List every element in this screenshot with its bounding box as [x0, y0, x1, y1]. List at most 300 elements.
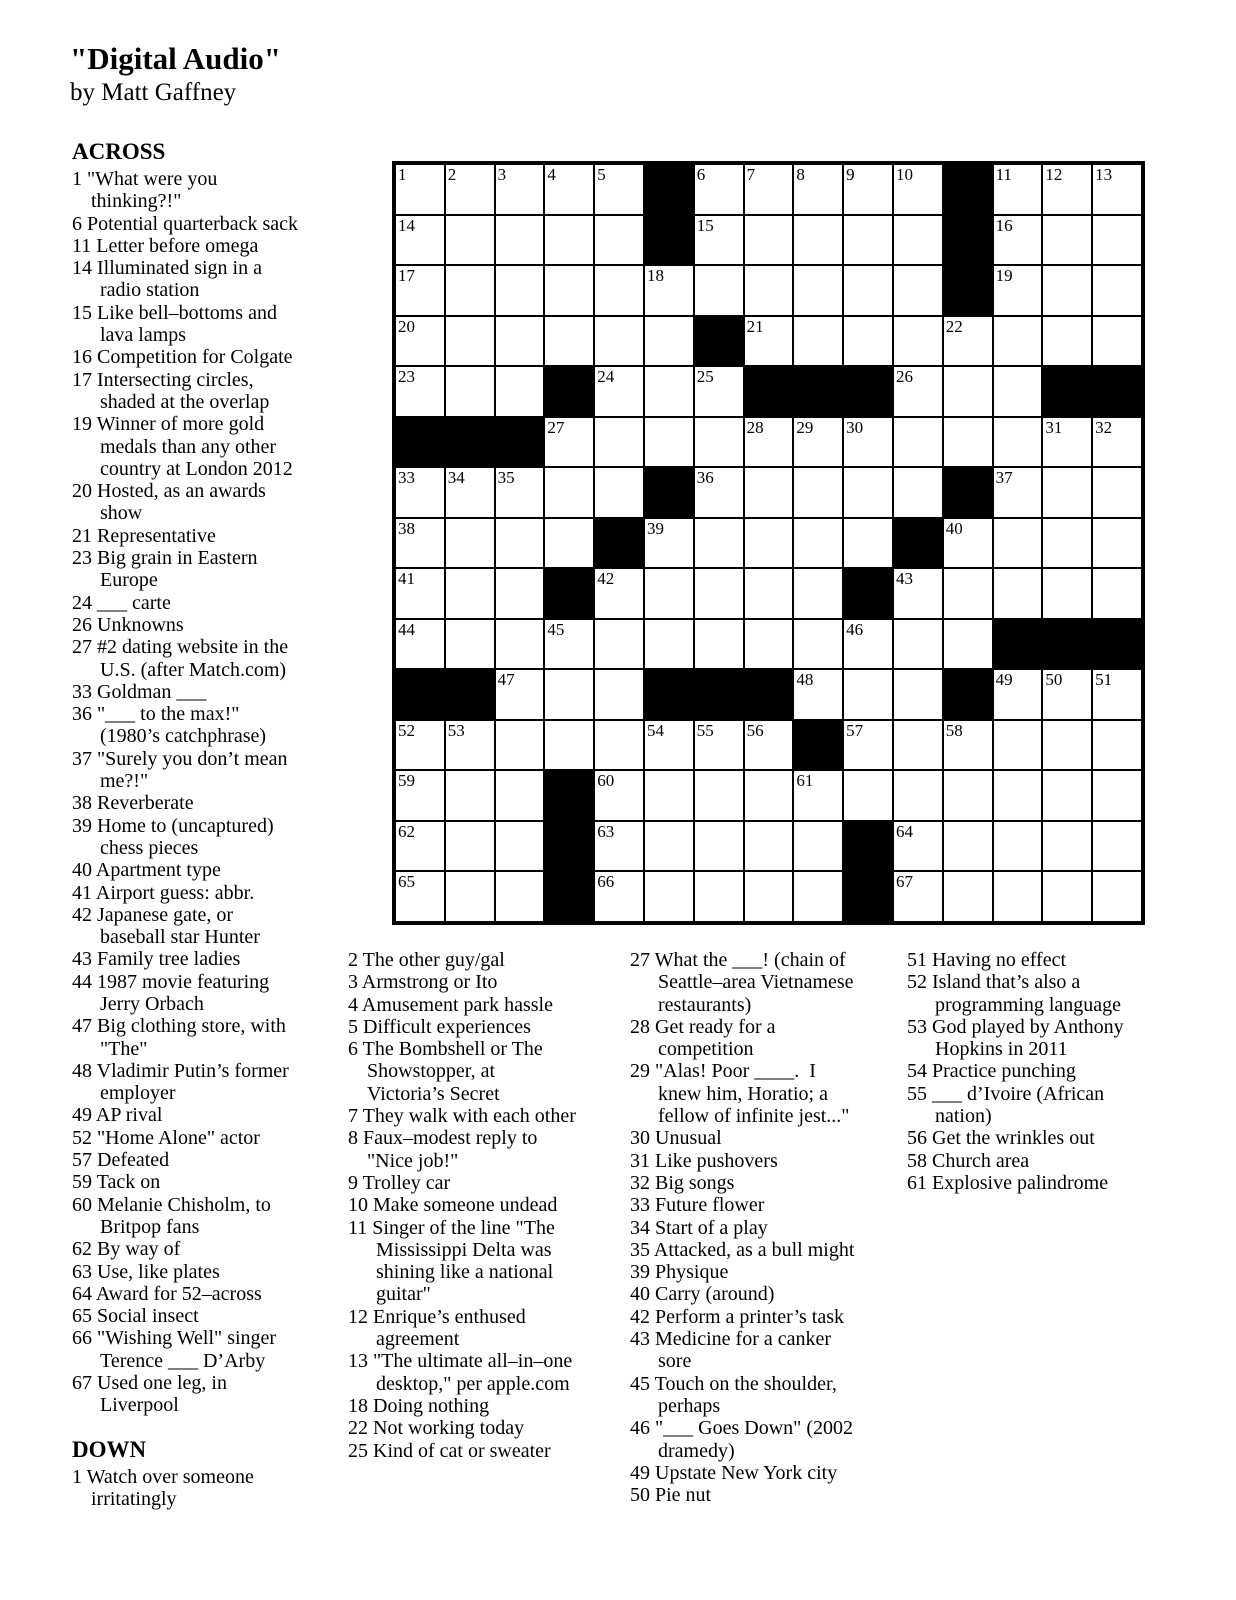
- grid-cell-r8c12[interactable]: [944, 519, 992, 568]
- down-clue-33: [630, 1194, 892, 1216]
- down-clue-9-text: 9 Trolley car: [348, 1171, 451, 1194]
- grid-cell-r7c10[interactable]: [844, 468, 892, 517]
- grid-cell-r12c8[interactable]: [745, 721, 793, 770]
- grid-cell-r7c3[interactable]: [496, 468, 544, 517]
- grid-cell-r10c7[interactable]: [695, 620, 743, 669]
- down-clue-22-text: 22 Not working today: [348, 1417, 525, 1440]
- grid-cell-r8c11-black: [894, 519, 942, 568]
- cell-number-9: 9: [846, 165, 855, 184]
- grid-cell-r8c4[interactable]: [545, 519, 593, 568]
- across-clue-65-text: 65 Social insect: [72, 1305, 199, 1328]
- down-header: DOWN: [72, 1436, 147, 1462]
- grid-cell-r1c11[interactable]: [894, 165, 942, 214]
- grid-cell-r12c15[interactable]: [1093, 721, 1141, 770]
- cell-number-59: 59: [398, 771, 415, 790]
- grid-cell-r3c14[interactable]: [1043, 266, 1091, 315]
- grid-cell-r10c2[interactable]: [446, 620, 494, 669]
- down-clue-27-cont: Seattle–area Vietnamese: [658, 971, 854, 994]
- grid-cell-r10c4[interactable]: [545, 620, 593, 669]
- grid-cell-r1c1[interactable]: [396, 165, 444, 214]
- grid-cell-r8c6[interactable]: [645, 519, 693, 568]
- across-clue-6-text: 6 Potential quarterback sack: [72, 212, 299, 235]
- grid-cell-r3c7[interactable]: [695, 266, 743, 315]
- grid-cell-r10c11[interactable]: [894, 620, 942, 669]
- grid-cell-r7c6-black: [645, 468, 693, 517]
- grid-cell-r6c1-black: [396, 418, 444, 467]
- grid-cell-r8c2[interactable]: [446, 519, 494, 568]
- grid-cell-r1c9[interactable]: [794, 165, 842, 214]
- grid-cell-r12c6[interactable]: [645, 721, 693, 770]
- grid-cell-r12c14[interactable]: [1043, 721, 1091, 770]
- grid-cell-r8c5-black: [595, 519, 643, 568]
- grid-cell-r13c6[interactable]: [645, 771, 693, 820]
- grid-cell-r10c12[interactable]: [944, 620, 992, 669]
- grid-cell-r10c6[interactable]: [645, 620, 693, 669]
- grid-cell-r5c5[interactable]: [595, 367, 643, 416]
- grid-cell-r4c13[interactable]: [994, 317, 1042, 366]
- grid-cell-r8c10[interactable]: [844, 519, 892, 568]
- grid-cell-r11c9[interactable]: [794, 670, 842, 719]
- cell-number-51: 51: [1095, 670, 1113, 689]
- grid-cell-r6c13[interactable]: [994, 418, 1042, 467]
- cell-number-35: 35: [497, 468, 515, 487]
- puzzle-byline: by Matt Gaffney: [70, 79, 237, 106]
- across-clue-63-text: 63 Use, like plates: [72, 1260, 220, 1283]
- grid-cell-r15c14[interactable]: [1043, 872, 1091, 921]
- cell-number-43: 43: [895, 569, 913, 588]
- grid-cell-r14c11[interactable]: [894, 822, 942, 871]
- grid-cell-r15c7[interactable]: [695, 872, 743, 921]
- down-clue-46-text: 46 "___ Goes Down" (2002: [630, 1417, 853, 1440]
- grid-cell-r14c7[interactable]: [695, 822, 743, 871]
- grid-cell-r1c13[interactable]: [994, 165, 1042, 214]
- cell-number-41: 41: [398, 569, 415, 588]
- grid-cell-r15c3[interactable]: [496, 872, 544, 921]
- grid-cell-r14c14[interactable]: [1043, 822, 1091, 871]
- grid-cell-r8c15[interactable]: [1093, 519, 1141, 568]
- grid-cell-r4c11[interactable]: [894, 317, 942, 366]
- cell-number-49: 49: [995, 670, 1013, 689]
- grid-cell-r12c3[interactable]: [496, 721, 544, 770]
- down-clue-43-cont: sore: [658, 1350, 692, 1373]
- grid-cell-r15c9[interactable]: [794, 872, 842, 921]
- grid-cell-r1c15[interactable]: [1093, 165, 1141, 214]
- down-clue-18-text: 18 Doing nothing: [348, 1394, 490, 1417]
- down-clues-column-2: [348, 946, 614, 1462]
- grid-cell-r3c9[interactable]: [794, 266, 842, 315]
- grid-cell-r6c8[interactable]: [745, 418, 793, 467]
- grid-cell-r11c13[interactable]: [994, 670, 1042, 719]
- grid-cell-r12c7[interactable]: [695, 721, 743, 770]
- cell-number-15: 15: [696, 215, 714, 235]
- grid-cell-r5c13[interactable]: [994, 367, 1042, 416]
- grid-cell-r13c4-black: [545, 771, 593, 820]
- grid-cell-r6c14[interactable]: [1043, 418, 1091, 467]
- cell-number-24: 24: [597, 367, 615, 386]
- down-clue-40: [630, 1283, 892, 1305]
- grid-cell-r14c15[interactable]: [1093, 822, 1141, 871]
- grid-cell-r13c1[interactable]: [396, 771, 444, 820]
- grid-cell-r3c6[interactable]: [645, 266, 693, 315]
- grid-cell-r11c10[interactable]: [844, 670, 892, 719]
- grid-cell-r7c14[interactable]: [1043, 468, 1091, 517]
- grid-cell-r9c15[interactable]: [1093, 569, 1141, 618]
- grid-cell-r13c7[interactable]: [695, 771, 743, 820]
- grid-cell-r5c12[interactable]: [944, 367, 992, 416]
- grid-cell-r13c13[interactable]: [994, 771, 1042, 820]
- grid-cell-r6c11[interactable]: [894, 418, 942, 467]
- grid-cell-r12c4[interactable]: [545, 721, 593, 770]
- grid-cell-r6c12[interactable]: [944, 418, 992, 467]
- across-clue-11-text: 11 Letter before omega: [72, 234, 259, 257]
- across-clue-17: [72, 369, 338, 414]
- grid-cell-r11c2-black: [446, 670, 494, 719]
- grid-cell-r5c11[interactable]: [894, 367, 942, 416]
- cell-number-10: 10: [895, 165, 913, 184]
- across-clue-14-cont: radio station: [100, 279, 200, 302]
- cell-number-23: 23: [398, 367, 415, 386]
- grid-cell-r5c8-black: [745, 367, 793, 416]
- grid-cell-r2c2[interactable]: [446, 216, 494, 265]
- across-clue-44-cont: Jerry Orbach: [100, 992, 204, 1015]
- grid-cell-r2c7[interactable]: [695, 216, 743, 265]
- grid-cell-r2c11[interactable]: [894, 216, 942, 265]
- down-clue-25-text: 25 Kind of cat or sweater: [348, 1439, 551, 1462]
- grid-cell-r15c11[interactable]: [894, 872, 942, 921]
- grid-cell-r4c1[interactable]: [396, 317, 444, 366]
- grid-cell-r4c14[interactable]: [1043, 317, 1091, 366]
- grid-cell-r8c3[interactable]: [496, 519, 544, 568]
- grid-cell-r9c2[interactable]: [446, 569, 494, 618]
- across-clue-43: [72, 948, 338, 970]
- grid-cell-r14c6[interactable]: [645, 822, 693, 871]
- grid-cell-r12c5[interactable]: [595, 721, 643, 770]
- across-clue-19-cont: medals than any other: [100, 435, 277, 458]
- across-clue-27-text: 27 #2 dating website in the: [72, 636, 289, 659]
- grid-cell-r10c10[interactable]: [844, 620, 892, 669]
- grid-cell-r9c6[interactable]: [645, 569, 693, 618]
- grid-cell-r8c1[interactable]: [396, 519, 444, 568]
- grid-cell-r11c3[interactable]: [496, 670, 544, 719]
- down-clue-1-cont: irritatingly: [91, 1487, 177, 1510]
- grid-cell-r7c11[interactable]: [894, 468, 942, 517]
- grid-cell-r11c4[interactable]: [545, 670, 593, 719]
- grid-cell-r3c10[interactable]: [844, 266, 892, 315]
- across-clue-14-text: 14 Illuminated sign in a: [72, 257, 262, 280]
- grid-cell-r15c8[interactable]: [745, 872, 793, 921]
- grid-cell-r5c9-black: [794, 367, 842, 416]
- across-clue-15-text: 15 Like bell–bottoms and: [72, 301, 277, 324]
- across-clue-list: [72, 168, 338, 1417]
- down-clue-12-text: 12 Enrique’s enthused: [348, 1305, 526, 1328]
- down-clue-11-cont: guitar": [376, 1283, 431, 1306]
- across-clue-6: [72, 213, 338, 235]
- grid-cell-r7c5[interactable]: [595, 468, 643, 517]
- grid-cell-r7c1[interactable]: [396, 468, 444, 517]
- grid-cell-r7c8[interactable]: [745, 468, 793, 517]
- grid-cell-r1c2[interactable]: [446, 165, 494, 214]
- grid-cell-r4c3[interactable]: [496, 317, 544, 366]
- grid-cell-r15c12[interactable]: [944, 872, 992, 921]
- grid-cell-r4c5[interactable]: [595, 317, 643, 366]
- grid-cell-r10c8[interactable]: [745, 620, 793, 669]
- grid-cell-r9c13[interactable]: [994, 569, 1042, 618]
- grid-cell-r5c6[interactable]: [645, 367, 693, 416]
- grid-cell-r1c14[interactable]: [1043, 165, 1091, 214]
- grid-cell-r10c5[interactable]: [595, 620, 643, 669]
- grid-cell-r4c12[interactable]: [944, 317, 992, 366]
- down-clue-51-text: 51 Having no effect: [907, 949, 1067, 971]
- grid-cell-r15c15[interactable]: [1093, 872, 1141, 921]
- grid-cell-r1c7[interactable]: [695, 165, 743, 214]
- grid-cell-r2c10[interactable]: [844, 216, 892, 265]
- grid-cell-r9c12[interactable]: [944, 569, 992, 618]
- grid-cell-r15c13[interactable]: [994, 872, 1042, 921]
- grid-cell-r4c2[interactable]: [446, 317, 494, 366]
- grid-cell-r3c11[interactable]: [894, 266, 942, 315]
- grid-cell-r2c8[interactable]: [745, 216, 793, 265]
- grid-cell-r6c9[interactable]: [794, 418, 842, 467]
- down-clue-54: [907, 1060, 1165, 1082]
- grid-cell-r9c9[interactable]: [794, 569, 842, 618]
- down-clue-27-text: 27 What the ___! (chain of: [630, 949, 846, 971]
- grid-cell-r5c10-black: [844, 367, 892, 416]
- grid-cell-r14c8[interactable]: [745, 822, 793, 871]
- grid-cell-r4c10[interactable]: [844, 317, 892, 366]
- grid-cell-r13c15[interactable]: [1093, 771, 1141, 820]
- grid-cell-r4c9[interactable]: [794, 317, 842, 366]
- grid-cell-r11c5[interactable]: [595, 670, 643, 719]
- grid-cell-r11c11[interactable]: [894, 670, 942, 719]
- grid-cell-r3c8[interactable]: [745, 266, 793, 315]
- grid-cell-r11c7-black: [695, 670, 743, 719]
- grid-cell-r9c8[interactable]: [745, 569, 793, 618]
- across-clue-42-text: 42 Japanese gate, or: [72, 903, 234, 926]
- grid-cell-r13c9[interactable]: [794, 771, 842, 820]
- down-clue-30: [630, 1127, 892, 1149]
- cell-number-29: 29: [796, 417, 814, 437]
- down-clue-31: [630, 1150, 892, 1172]
- grid-cell-r14c2[interactable]: [446, 822, 494, 871]
- grid-cell-r6c6[interactable]: [645, 418, 693, 467]
- grid-cell-r7c7[interactable]: [695, 468, 743, 517]
- cell-number-4: 4: [547, 165, 556, 184]
- grid-cell-r8c13[interactable]: [994, 519, 1042, 568]
- down-clue-46-cont: dramedy): [658, 1439, 735, 1462]
- grid-cell-r3c3[interactable]: [496, 266, 544, 315]
- grid-cell-r12c1[interactable]: [396, 721, 444, 770]
- down-clue-61: [907, 1172, 1165, 1194]
- grid-cell-r9c7[interactable]: [695, 569, 743, 618]
- grid-cell-r10c9[interactable]: [794, 620, 842, 669]
- across-clue-66: [72, 1327, 338, 1372]
- cell-number-50: 50: [1045, 670, 1063, 689]
- grid-cell-r12c12[interactable]: [944, 721, 992, 770]
- grid-cell-r15c1[interactable]: [396, 872, 444, 921]
- across-clue-37-cont: me?!": [100, 770, 149, 793]
- grid-cell-r8c14[interactable]: [1043, 519, 1091, 568]
- grid-cell-r1c10[interactable]: [844, 165, 892, 214]
- down-clue-2-text: 2 The other guy/gal: [348, 949, 505, 971]
- grid-cell-r9c5[interactable]: [595, 569, 643, 618]
- grid-cell-r6c10[interactable]: [844, 418, 892, 467]
- grid-cell-r15c10-black: [844, 872, 892, 921]
- grid-cell-r15c5[interactable]: [595, 872, 643, 921]
- grid-cell-r3c1[interactable]: [396, 266, 444, 315]
- across-clue-26-text: 26 Unknowns: [72, 613, 184, 636]
- grid-cell-r6c4[interactable]: [545, 418, 593, 467]
- cell-number-66: 66: [597, 872, 615, 891]
- grid-cell-r3c15[interactable]: [1093, 266, 1141, 315]
- cell-number-27: 27: [547, 417, 565, 437]
- across-clue-67-cont: Liverpool: [100, 1394, 179, 1417]
- cell-number-22: 22: [945, 316, 963, 336]
- down-clue-31-text: 31 Like pushovers: [630, 1149, 778, 1172]
- grid-cell-r3c2[interactable]: [446, 266, 494, 315]
- down-clue-12-cont: agreement: [376, 1328, 460, 1351]
- grid-cell-r2c13[interactable]: [994, 216, 1042, 265]
- grid-cell-r13c3[interactable]: [496, 771, 544, 820]
- grid-cell-r6c15[interactable]: [1093, 418, 1141, 467]
- grid-cell-r6c5[interactable]: [595, 418, 643, 467]
- down-clue-32: [630, 1172, 892, 1194]
- down-clue-32-text: 32 Big songs: [630, 1171, 735, 1194]
- grid-cell-r12c13[interactable]: [994, 721, 1042, 770]
- grid-cell-r10c14-black: [1043, 620, 1091, 669]
- down-clue-58-text: 58 Church area: [907, 1149, 1030, 1172]
- grid-cell-r13c10[interactable]: [844, 771, 892, 820]
- across-clue-39-text: 39 Home to (uncaptured): [72, 814, 274, 837]
- grid-cell-r2c14[interactable]: [1043, 216, 1091, 265]
- grid-cell-r7c15[interactable]: [1093, 468, 1141, 517]
- down-clue-13-cont: desktop," per apple.com: [376, 1372, 570, 1395]
- grid-cell-r13c14[interactable]: [1043, 771, 1091, 820]
- down-clue-25: [348, 1440, 614, 1462]
- across-clue-26: [72, 614, 338, 636]
- grid-cell-r11c14[interactable]: [1043, 670, 1091, 719]
- down-clue-58: [907, 1150, 1165, 1172]
- grid-cell-r3c13[interactable]: [994, 266, 1042, 315]
- grid-cell-r2c1[interactable]: [396, 216, 444, 265]
- grid-cell-r4c4[interactable]: [545, 317, 593, 366]
- grid-cell-r12c11[interactable]: [894, 721, 942, 770]
- across-clue-60-text: 60 Melanie Chisholm, to: [72, 1193, 271, 1216]
- grid-cell-r1c8[interactable]: [745, 165, 793, 214]
- grid-cell-r7c9[interactable]: [794, 468, 842, 517]
- grid-cell-r7c4[interactable]: [545, 468, 593, 517]
- grid-cell-r1c3[interactable]: [496, 165, 544, 214]
- grid-cell-r9c11[interactable]: [894, 569, 942, 618]
- grid-cell-r9c14[interactable]: [1043, 569, 1091, 618]
- grid-cell-r1c4[interactable]: [545, 165, 593, 214]
- down-clue-28-cont: competition: [658, 1038, 754, 1061]
- grid-cell-r12c9-black: [794, 721, 842, 770]
- grid-cell-r2c5[interactable]: [595, 216, 643, 265]
- grid-cell-r6c7[interactable]: [695, 418, 743, 467]
- grid-cell-r14c13[interactable]: [994, 822, 1042, 871]
- grid-cell-r2c3[interactable]: [496, 216, 544, 265]
- down-clue-50: [630, 1484, 892, 1506]
- grid-cell-r3c5[interactable]: [595, 266, 643, 315]
- down-clue-35: [630, 1239, 892, 1261]
- across-clue-19-text: 19 Winner of more gold: [72, 413, 265, 436]
- grid-cell-r8c9[interactable]: [794, 519, 842, 568]
- grid-cell-r11c6-black: [645, 670, 693, 719]
- grid-cell-r13c5[interactable]: [595, 771, 643, 820]
- grid-cell-r7c13[interactable]: [994, 468, 1042, 517]
- grid-cell-r8c8[interactable]: [745, 519, 793, 568]
- cell-number-52: 52: [398, 720, 415, 740]
- down-clue-29-cont: fellow of infinite jest...": [658, 1105, 850, 1128]
- grid-cell-r12c2[interactable]: [446, 721, 494, 770]
- across-clue-48-cont: employer: [100, 1082, 176, 1105]
- across-clue-65: [72, 1305, 338, 1327]
- across-clue-37-text: 37 "Surely you don’t mean: [72, 747, 288, 770]
- grid-cell-r14c3[interactable]: [496, 822, 544, 871]
- grid-cell-r14c1[interactable]: [396, 822, 444, 871]
- cell-number-26: 26: [895, 367, 913, 386]
- across-clue-67-text: 67 Used one leg, in: [72, 1372, 227, 1395]
- cell-number-14: 14: [398, 215, 415, 235]
- across-clue-52-text: 52 "Home Alone" actor: [72, 1126, 260, 1149]
- cell-number-67: 67: [895, 872, 913, 891]
- down-clue-39: [630, 1261, 892, 1283]
- down-clue-45: [630, 1373, 892, 1418]
- grid-cell-r13c12[interactable]: [944, 771, 992, 820]
- down-clue-40-text: 40 Carry (around): [630, 1283, 775, 1306]
- grid-cell-r14c9[interactable]: [794, 822, 842, 871]
- grid-cell-r2c15[interactable]: [1093, 216, 1141, 265]
- grid-cell-r15c2[interactable]: [446, 872, 494, 921]
- grid-cell-r13c11[interactable]: [894, 771, 942, 820]
- grid-cell-r14c12[interactable]: [944, 822, 992, 871]
- grid-cell-r11c15[interactable]: [1093, 670, 1141, 719]
- grid-cell-r8c7[interactable]: [695, 519, 743, 568]
- puzzle-title: "Digital Audio": [70, 41, 281, 76]
- grid-cell-r5c1[interactable]: [396, 367, 444, 416]
- grid-cell-r4c6[interactable]: [645, 317, 693, 366]
- down-clue-28-text: 28 Get ready for a: [630, 1015, 776, 1038]
- grid-cell-r4c8[interactable]: [745, 317, 793, 366]
- grid-cell-r5c7[interactable]: [695, 367, 743, 416]
- down-clue-43-text: 43 Medicine for a canker: [630, 1328, 832, 1351]
- grid-cell-r5c2[interactable]: [446, 367, 494, 416]
- grid-cell-r13c8[interactable]: [745, 771, 793, 820]
- grid-cell-r12c10[interactable]: [844, 721, 892, 770]
- grid-cell-r13c2[interactable]: [446, 771, 494, 820]
- grid-cell-r7c2[interactable]: [446, 468, 494, 517]
- grid-cell-r4c15[interactable]: [1093, 317, 1141, 366]
- grid-cell-r10c1[interactable]: [396, 620, 444, 669]
- down-clue-45-cont: perhaps: [658, 1394, 721, 1417]
- across-clue-40: [72, 859, 338, 881]
- cell-number-28: 28: [746, 417, 764, 437]
- cell-number-8: 8: [796, 165, 805, 184]
- down-clues-column-3: [630, 946, 892, 1506]
- grid-cell-r2c4[interactable]: [545, 216, 593, 265]
- grid-cell-r2c9[interactable]: [794, 216, 842, 265]
- grid-cell-r9c3[interactable]: [496, 569, 544, 618]
- grid-cell-r15c6[interactable]: [645, 872, 693, 921]
- grid-cell-r1c5[interactable]: [595, 165, 643, 214]
- grid-cell-r10c3[interactable]: [496, 620, 544, 669]
- grid-cell-r5c3[interactable]: [496, 367, 544, 416]
- grid-cell-r3c4[interactable]: [545, 266, 593, 315]
- grid-cell-r14c5[interactable]: [595, 822, 643, 871]
- down-clue-33-text: 33 Future flower: [630, 1194, 765, 1217]
- grid-cell-r9c1[interactable]: [396, 569, 444, 618]
- cell-number-55: 55: [696, 720, 714, 740]
